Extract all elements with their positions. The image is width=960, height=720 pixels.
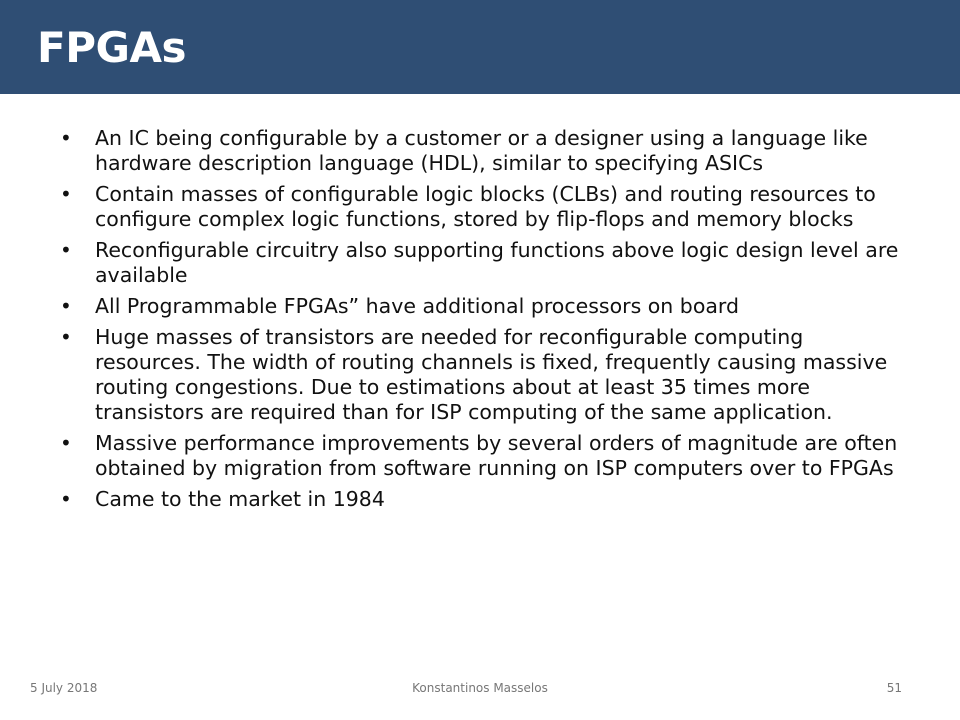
bullet-item: [60, 182, 910, 232]
bullet-icon: •: [60, 487, 72, 511]
bullet-text: Massive performance improvements by several orders of magnitude are often obtained by migration from software running on ISP computers over to FPGAs: [95, 431, 898, 480]
page-number: 51: [886, 681, 902, 695]
bullet-text: An IC being configurable by a customer or a designer using a language like hardware description language (HDL), similar to specifying ASICs: [95, 126, 868, 175]
bullet-icon: •: [60, 238, 72, 262]
footer-date: 5 July 2018: [30, 681, 98, 695]
bullet-list: [60, 126, 910, 518]
bullet-icon: •: [60, 325, 72, 349]
bullet-item: [60, 325, 910, 425]
bullet-text: Reconfigurable circuitry also supporting functions above logic design level are available: [95, 238, 899, 287]
footer-author: Konstantinos Masselos: [412, 681, 548, 695]
bullet-text: Came to the market in 1984: [95, 487, 385, 511]
bullet-icon: •: [60, 182, 72, 206]
bullet-item: [60, 487, 910, 512]
bullet-text: Contain masses of configurable logic blocks (CLBs) and routing resources to configure complex logic functions, stored by flip-flops and memory blocks: [95, 182, 876, 231]
slide-title: FPGAs: [37, 23, 186, 72]
bullet-icon: •: [60, 294, 72, 318]
bullet-icon: •: [60, 126, 72, 150]
bullet-item: [60, 126, 910, 176]
title-bar: [0, 0, 960, 94]
bullet-item: [60, 431, 910, 481]
bullet-text: Huge masses of transistors are needed for reconfigurable computing resources. The width of routing channels is fixed, frequently causing massive routing congestions. Due to estimations about at least 35 times more transistors are required than for ISP computing of the same application.: [95, 325, 888, 424]
bullet-icon: •: [60, 431, 72, 455]
bullet-item: [60, 238, 910, 288]
bullet-item: [60, 294, 910, 319]
bullet-text: All Programmable FPGAs” have additional processors on board: [95, 294, 740, 318]
